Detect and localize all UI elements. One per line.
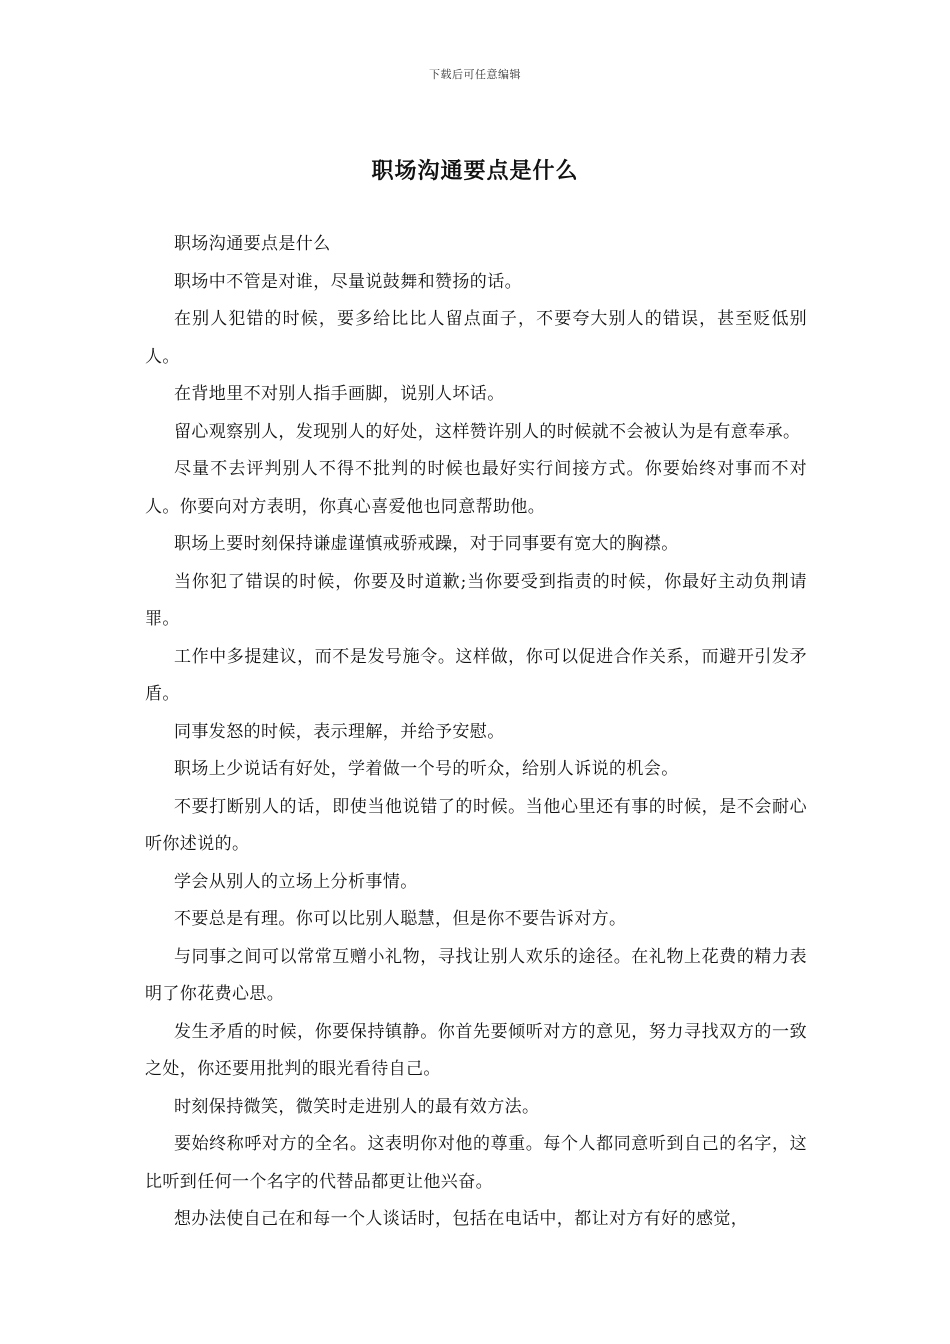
- paragraph: 要始终称呼对方的全名。这表明你对他的尊重。每个人都同意听到自己的名字，这比听到任何一个名字的代替品都更让他兴奋。: [145, 1134, 807, 1192]
- paragraph: 想办法使自己在和每一个人谈话时，包括在电话中，都让对方有好的感觉，: [174, 1209, 749, 1229]
- paragraph: 不要总是有理。你可以比别人聪慧，但是你不要告诉对方。: [174, 909, 627, 929]
- paragraph: 职场沟通要点是什么: [174, 234, 331, 254]
- paragraph: 发生矛盾的时候，你要保持镇静。你首先要倾听对方的意见，努力寻找双方的一致之处，你还要用批判的眼光看待自己。: [145, 1021, 807, 1079]
- paragraph: 职场上少说话有好处，学着做一个号的听众，给别人诉说的机会。: [174, 759, 679, 779]
- paragraph: 在别人犯错的时候，要多给比比人留点面子，不要夸大别人的错误，甚至贬低别人。: [145, 309, 807, 367]
- paragraph: 工作中多提建议，而不是发号施令。这样做，你可以促进合作关系，而避开引发矛盾。: [145, 646, 807, 704]
- document-body: [145, 226, 807, 1239]
- paragraph: 当你犯了错误的时候，你要及时道歉;当你要受到指责的时候，你最好主动负荆请罪。: [145, 571, 807, 629]
- paragraph: 不要打断别人的话，即使当他说错了的时候。当他心里还有事的时候，是不会耐心听你述说的。: [145, 796, 807, 854]
- page-header-note: 下载后可任意编辑: [429, 68, 521, 81]
- document-title: 职场沟通要点是什么: [371, 158, 579, 184]
- paragraph: 时刻保持微笑，微笑时走进别人的最有效方法。: [174, 1096, 540, 1117]
- paragraph: 职场上要时刻保持谦虚谨慎戒骄戒躁，对于同事要有宽大的胸襟。: [174, 534, 679, 554]
- paragraph: 尽量不去评判别人不得不批判的时候也最好实行间接方式。你要始终对事而不对人。你要向对方表明，你真心喜爱他也同意帮助他。: [145, 459, 807, 517]
- paragraph: 同事发怒的时候，表示理解，并给予安慰。: [174, 721, 505, 742]
- paragraph: 在背地里不对别人指手画脚，说别人坏话。: [174, 384, 505, 404]
- paragraph: 与同事之间可以常常互赠小礼物，寻找让别人欢乐的途径。在礼物上花费的精力表明了你花费心思。: [145, 946, 807, 1004]
- paragraph: 学会从别人的立场上分析事情。: [174, 871, 418, 892]
- paragraph: 职场中不管是对谁，尽量说鼓舞和赞扬的话。: [174, 271, 522, 292]
- paragraph: 留心观察别人，发现别人的好处，这样赞许别人的时候就不会被认为是有意奉承。: [174, 421, 801, 442]
